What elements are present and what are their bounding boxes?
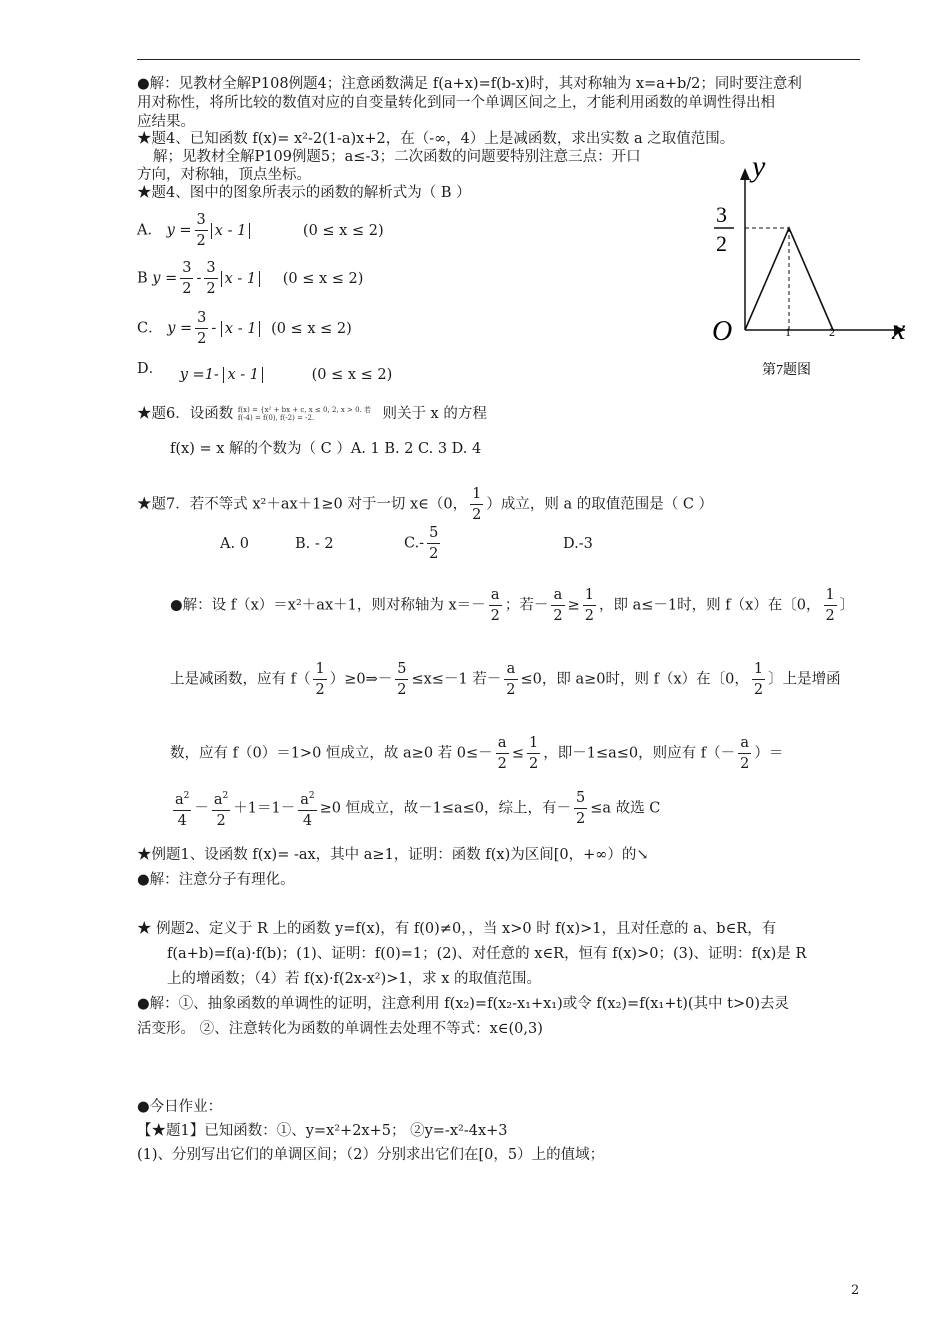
option-a-domain: (0 ≤ x ≤ 2) [302, 222, 384, 239]
ex2-stem-3: 上的增函数；（4）若 f(x)·f(2x-x²)>1，求 x 的取值范围。 [167, 971, 542, 987]
y-axis-label: y [752, 150, 766, 183]
ex2-solution-2: 活变形。 ②、注意转化为函数的单调性去处理不等式：x∈(0,3) [137, 1021, 543, 1037]
q7-option-b: B. - 2 [295, 536, 334, 552]
y-axis-arrow [740, 168, 750, 180]
q6-stem-pre: ★题6．设函数 [137, 406, 234, 422]
homework-q1-parts: (1)、分别写出它们的单调区间；（2）分别求出它们在[0，5）上的值域； [137, 1147, 605, 1163]
tick-2: 2 [829, 325, 835, 339]
option-d-label: D． [137, 361, 164, 377]
peak-denominator: 2 [716, 231, 727, 256]
function-graph [700, 150, 930, 390]
q6-stem [137, 405, 487, 424]
q4b-option-b: B y = $\frac{3}{2}$ - $\frac{3}{2}$ x - 1 (0 ≤ x ≤ 2) [137, 260, 364, 297]
intro-line-2: 用对称性，将所比较的数值对应的自变量转化到同一个单调区间之上，才能利用函数的单调性得出相 [137, 95, 775, 111]
q7-option-c: C.- $\frac{5}{2}$ [404, 525, 439, 562]
sol7-line-3: 数，应有 f（0）＝1>0 恒成立，故 a≥0 若 0≤－ $\frac{a}{2}$ ≤ $\frac{1}{2}$ ，即－1≤a≤0，则应有 f（－ $\frac{a}{2}$ ）＝ [170, 735, 784, 772]
q4b-stem: ★题4、图中的图象所表示的函数的解析式为（ B ） [137, 185, 471, 201]
option-d-domain: (0 ≤ x ≤ 2) [311, 367, 393, 383]
q7-stem: ★题7．若不等式 x²＋ax＋1≥0 对于一切 x∈（0， $\frac{1}{2}$ ）成立，则 a 的取值范围是（ C ） [137, 486, 714, 523]
q4a-solution-1: 解；见教材全解P109例题5；a≤-3；二次函数的问题要特别注意三点：开口 [153, 149, 641, 165]
homework-title: ●今日作业： [137, 1099, 223, 1115]
x-axis-label: x [892, 313, 906, 346]
tick-1: 1 [785, 325, 791, 339]
ex2-stem-2: f(a+b)=f(a)·f(b)；(1)、证明：f(0)=1；(2)、对任意的 x∈R，恒有 f(x)>0；(3)、证明：f(x)是 R [167, 946, 807, 962]
q6-stem-post: 则关于 x 的方程 [382, 406, 487, 422]
ex2-solution-1: ●解：①、抽象函数的单调性的证明，注意利用 f(x₂)=f(x₂-x₁+x₁)或令 f(x₂)=f(x₁+t)(其中 t>0)去灵 [137, 996, 789, 1012]
option-b-domain: (0 ≤ x ≤ 2) [282, 270, 364, 287]
q6-line-2: f(x) = x 解的个数为（ C ）A. 1 B. 2 C. 3 D. 4 [170, 441, 482, 457]
q7-stem-post: ）成立，则 a 的取值范围是（ C ） [486, 496, 714, 513]
ex2-stem-1: ★ 例题2、定义于 R 上的函数 y=f(x)，有 f(0)≠0，，当 x>0 时 f(x)>1，且对任意的 a、b∈R，有 [137, 921, 777, 937]
option-b-label: B [137, 270, 148, 287]
q4b-option-d: D． y =1- x - 1 (0 ≤ x ≤ 2) [137, 361, 393, 383]
intro-line-3: 应结果。 [137, 114, 195, 130]
q7-option-a: A. 0 [220, 536, 249, 552]
origin-label: O [712, 316, 733, 347]
peak-numerator: 3 [716, 202, 727, 227]
q4b-option-c: C． y = $\frac{3}{2}$ - x - 1 (0 ≤ x ≤ 2) [137, 310, 352, 347]
q6-function-definition: f(x) = {x² + bx + c, x ≤ 0, 2, x > 0. 若 f(-4) = f(0), f(-2) = -2. [237, 406, 372, 422]
intro-line-1: ●解：见教材全解P108例题4；注意函数满足 f(a+x)=f(b-x)时，其对称轴为 x=a+b/2；同时要注意利 [137, 76, 802, 92]
q7-option-d: D.-3 [563, 536, 593, 552]
graph-caption: 第7题图 [762, 363, 811, 378]
option-c-domain: (0 ≤ x ≤ 2) [271, 320, 352, 337]
option-c-label: C． [137, 320, 163, 337]
q4a-solution-2: 方向，对称轴，顶点坐标。 [137, 167, 311, 183]
ex1-stem: ★例题1、设函数 f(x)= -ax，其中 a≥1，证明：函数 f(x)为区间[0，+∞）的↘ [137, 847, 649, 863]
option-a-label: A． [137, 222, 162, 239]
homework-q1: 【★题1】已知函数：①、y=x²+2x+5； ②y=-x²-4x+3 [137, 1123, 508, 1139]
q7-option-c-label: C.- [404, 535, 425, 552]
page-number: 2 [851, 1283, 860, 1298]
sol7-line-2: 上是减函数，应有 f（ $\frac{1}{2}$ ）≥0⇒－ $\frac{5}{2}$ ≤x≤－1 若－ $\frac{a}{2}$ ≤0，即 a≥0时，则 f（x）在〔0， $\frac{1}{2}$ 〕上是增函 [170, 661, 841, 698]
q4a-stem: ★题4、已知函数 f(x)= x²-2(1-a)x+2，在（-∞，4）上是减函数，求出实数 a 之取值范围。 [137, 131, 735, 147]
ex1-solution: ●解：注意分子有理化。 [137, 872, 295, 888]
q7-stem-pre: ★题7．若不等式 x²＋ax＋1≥0 对于一切 x∈（0， [137, 496, 468, 513]
q4b-option-a: A． y = $\frac{3}{2}$ x - 1 (0 ≤ x ≤ 2) [137, 212, 384, 249]
sol7-line-4: $\frac{a^2}{4}$ － $\frac{a^2}{2}$ ＋1＝1－ $\frac{a^2}{4}$ ≥0 恒成立，故－1≤a≤0，综上，有－ $\frac{5}{2}$ ≤a 故选 C [170, 786, 660, 831]
sol7-line-1: ●解：设 f（x）＝x²＋ax＋1，则对称轴为 x＝－ $\frac{a}{2}$ ；若－ $\frac{a}{2}$ ≥ $\frac{1}{2}$ ，即 a≤－1时，则 f（x）在〔0， $\frac{1}{2}$ 〕 [170, 587, 855, 624]
top-rule [137, 59, 860, 60]
